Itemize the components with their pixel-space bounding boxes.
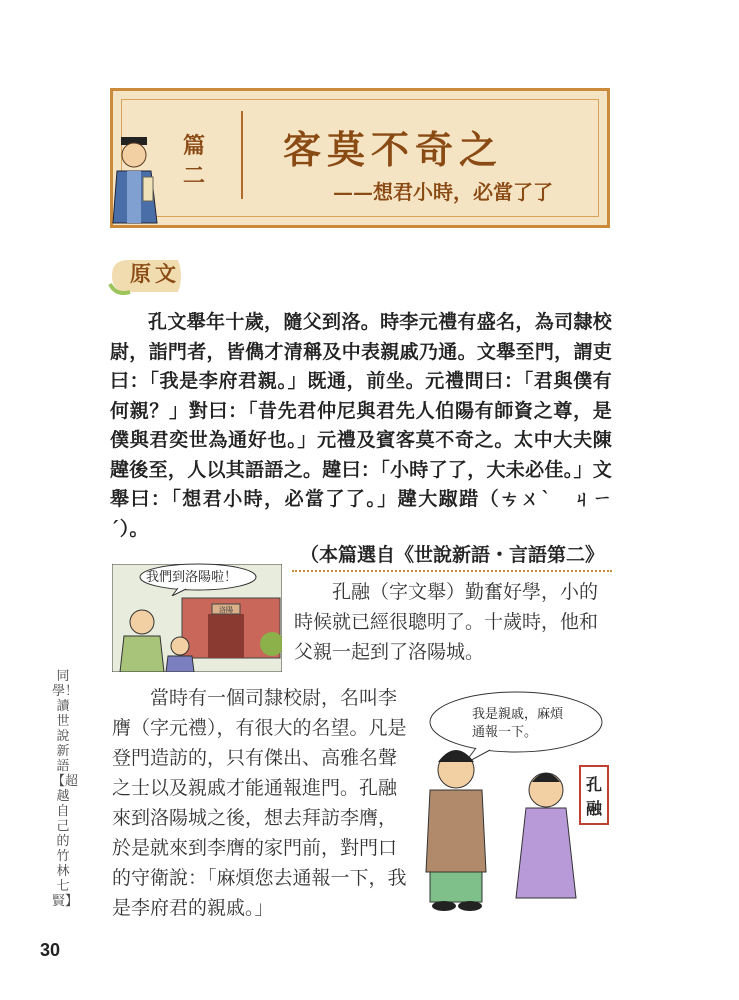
paragraph-1: 孔融（字文舉）勤奮好學，小的時候就已經很聰明了。十歲時，他和父親一起到了洛陽城。 bbox=[294, 582, 599, 663]
name-tag-1: 孔 bbox=[585, 775, 603, 794]
banner-divider bbox=[241, 111, 243, 199]
chapter-subtitle: ——想君小時，必當了了 bbox=[333, 180, 553, 204]
original-text: 孔文舉年十歲，隨父到洛。時李元禮有盛名，為司隸校尉，詣門者，皆儁才清稱及中表親戚乃通。文舉至門，謂吏曰：「我是李府君親。」既通，前坐。元禮問曰：「君與僕有何親？」對曰：「昔先君仲尼與君先人伯陽有師資之尊，是僕與君奕世為通好也。」元禮及賓客莫不奇之。太中大夫陳韙後至，人以其語語之。韙曰：「小時了了，大未必佳。」文舉曰：「想君小時，必當了了。」韙大踧踖（ㄘㄨˋ ㄐㄧˊ）。 bbox=[110, 311, 612, 540]
name-tag-2: 融 bbox=[585, 799, 603, 818]
source-citation: （本篇選自《世說新語・言語第二》 bbox=[300, 544, 605, 566]
title-banner bbox=[110, 88, 610, 228]
illustration-request bbox=[416, 686, 612, 916]
chapter-title: 客莫不奇之 bbox=[283, 127, 504, 172]
section-tag: 原文 bbox=[130, 261, 180, 286]
book-sidebar-title: 同學！讀世說新語【超越自己的竹林七賢】 bbox=[52, 668, 79, 908]
bubble-text-2b: 通報一下。 bbox=[472, 724, 538, 739]
chapter-label: 篇二 bbox=[182, 133, 205, 189]
gate-sign: 洛陽 bbox=[219, 606, 233, 614]
scholar-illustration bbox=[107, 131, 163, 227]
paragraph-2: 當時有一個司隸校尉，名叫李膺（字元禮），有很大的名望。凡是登門造訪的，只有傑出、高雅名聲之士以及親戚才能通報進門。孔融來到洛陽城之後，想去拜訪李膺，於是就來到李膺的家門前，對門口的守衛說：「麻煩您去通報一下，我是李府君的親戚。」 bbox=[112, 688, 407, 919]
dotted-divider bbox=[292, 570, 612, 572]
page-number: 30 bbox=[40, 940, 61, 960]
bubble-text-2a: 我是親戚，麻煩 bbox=[472, 706, 564, 721]
bubble-text-1: 我們到洛陽啦！ bbox=[146, 569, 238, 584]
